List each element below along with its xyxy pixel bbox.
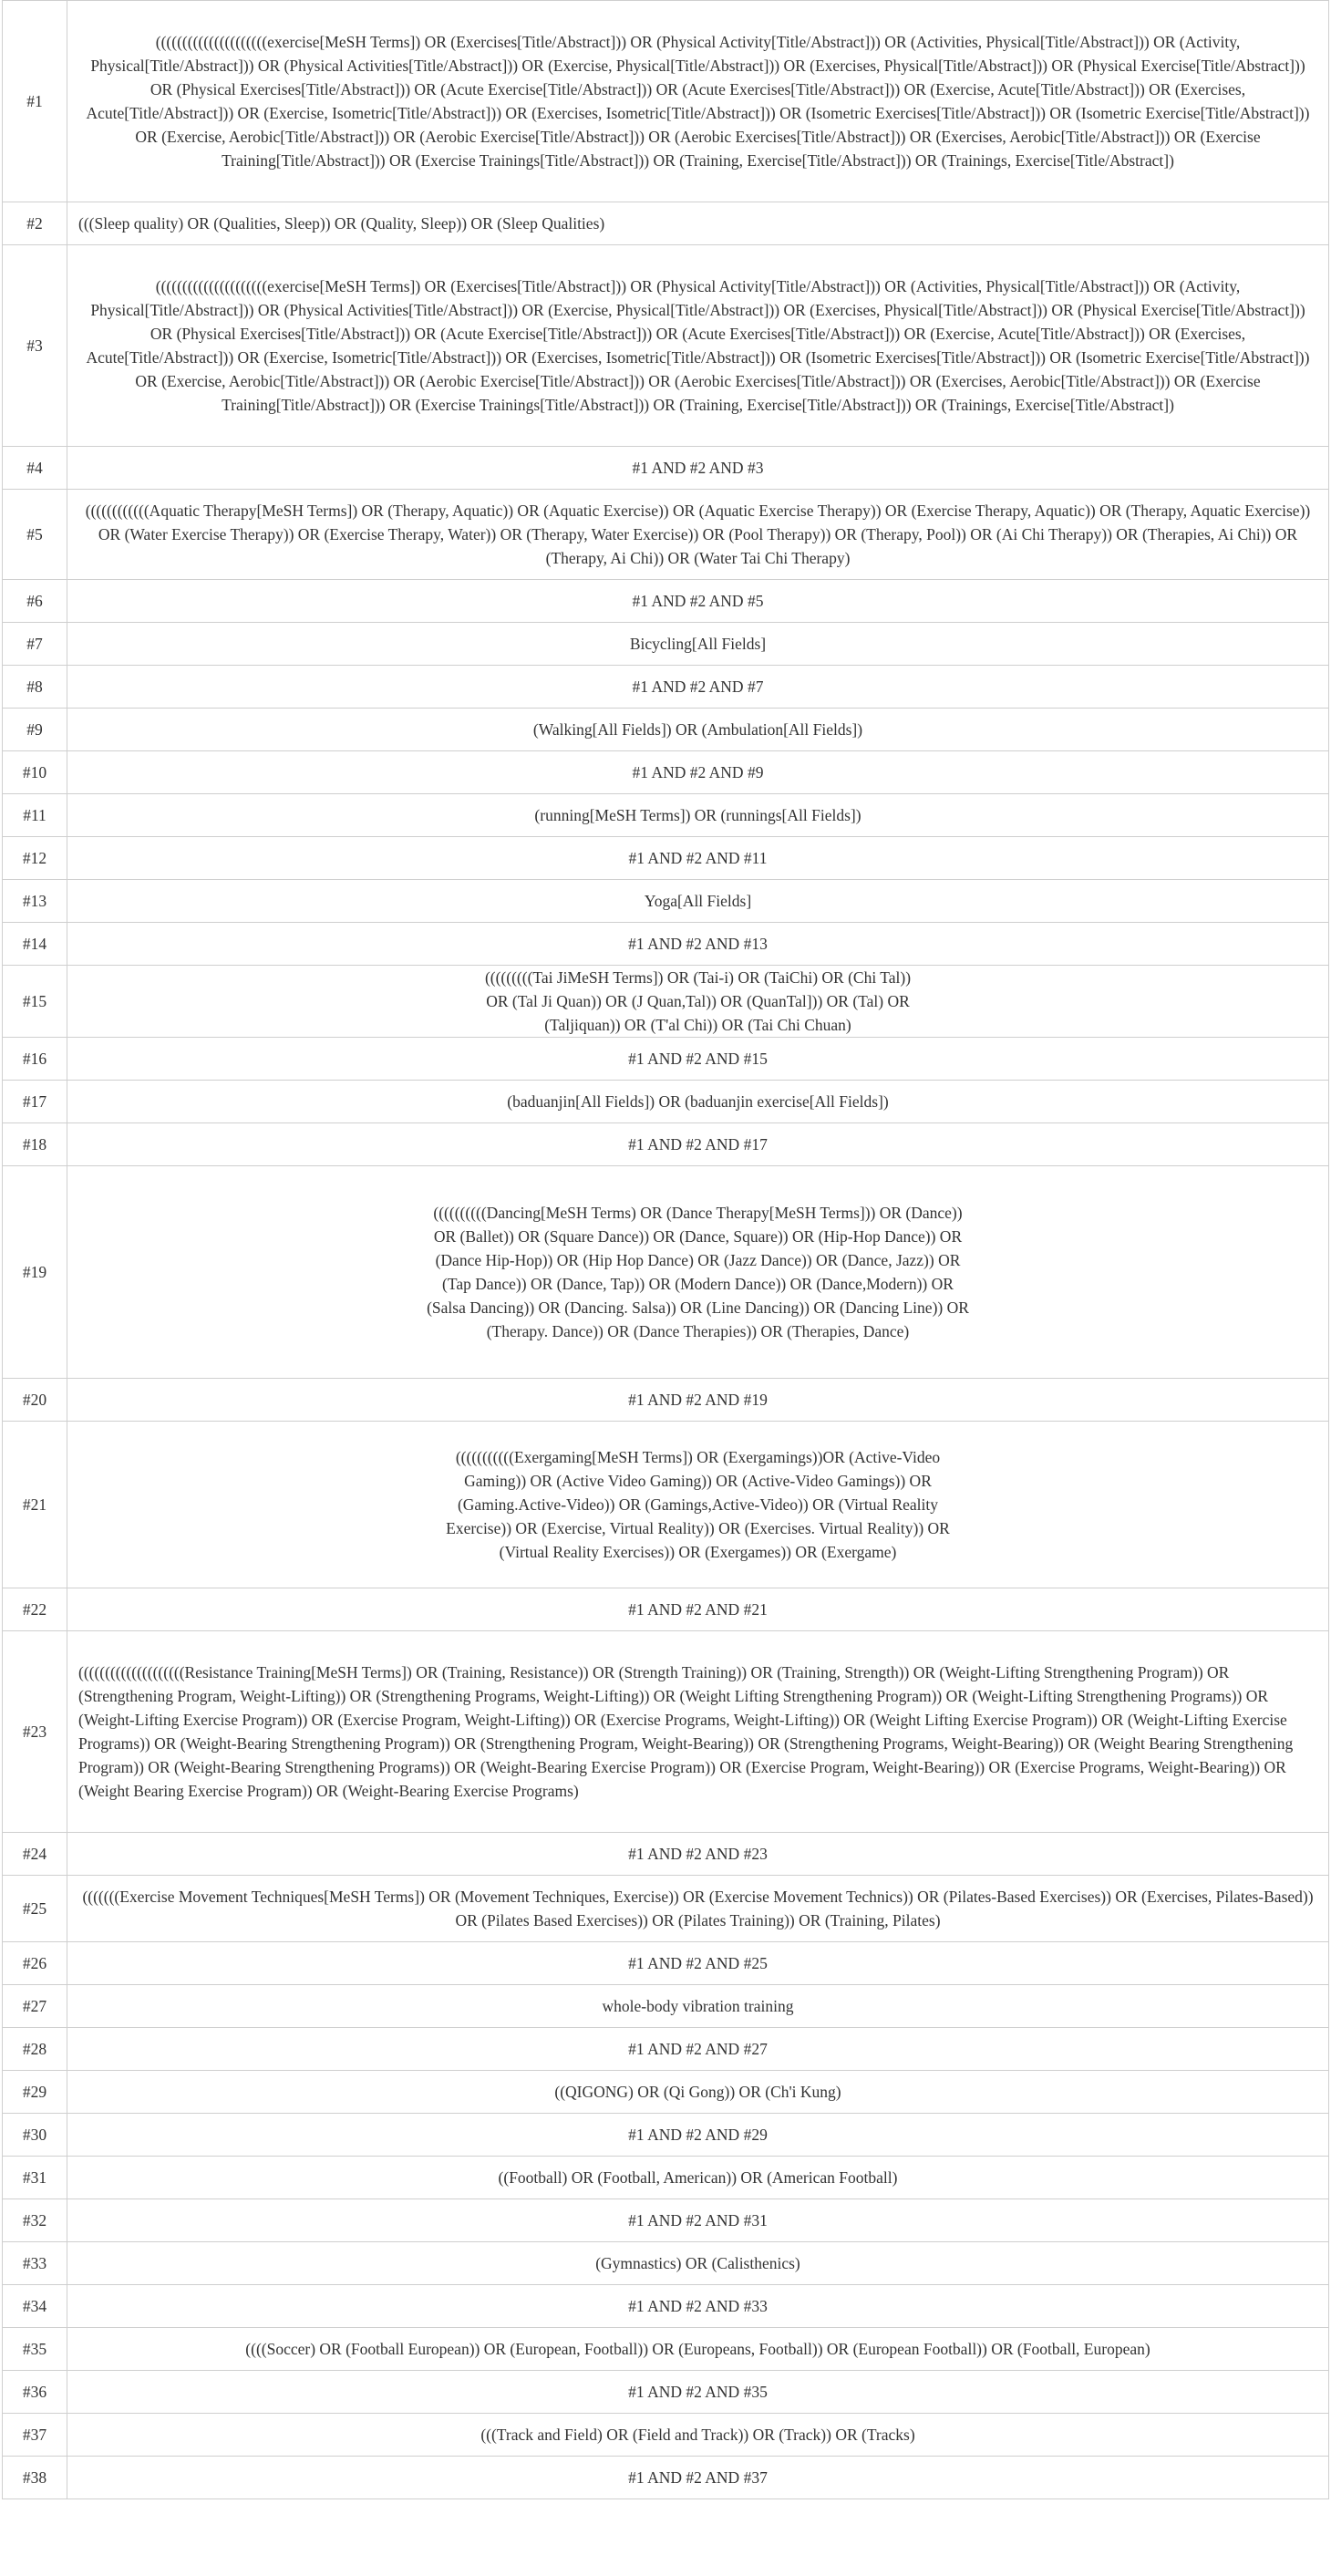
search-query: (((((((((((((((((((((exercise[MeSH Terms]) OR (Exercises[Title/Abstract])) OR (Physical Activity[Title/Abstract])) OR (Activities, Physical[Title/Abstract])) OR (Activity, Physical[Title/Abstract])) OR (Physical Activities[Title/Abstract])) OR (Exercise, Physical[Title/Abstract])) OR (Exercises, Physical[Title/Abstract])) OR (Physical Exercise[Title/Abstract])) OR (Physical Exercises[Title/Abstract])) OR (Acute Exercise[Title/Abstract])) OR (Acute Exercises[Title/Abstract])) OR (Exercise, Acute[Title/Abstract])) OR (Exercises, Acute[Title/Abstract])) OR (Exercise, Isometric[Title/Abstract])) OR (Exercises, Isometric[Title/Abstract])) OR (Isometric Exercises[Title/Abstract])) OR (Isometric Exercise[Title/Abstract])) OR (Exercise, Aerobic[Title/Abstract])) OR (Aerobic Exercise[Title/Abstract])) OR (Aerobic Exercises[Title/Abstract])) OR (Exercises, Aerobic[Title/Abstract])) OR (Exercise Training[Title/Abstract])) OR (Exercise Trainings[Title/Abstract])) OR (Training, Exercise[Title/Abstract])) OR (Trainings, Exercise[Title/Abstract]) [67,245,1329,447]
search-number: #21 [3,1422,67,1588]
search-query: (((Sleep quality) OR (Qualities, Sleep)) OR (Quality, Sleep)) OR (Sleep Qualities) [67,202,1329,245]
search-query: #1 AND #2 AND #29 [67,2114,1329,2157]
search-query: (((((((((((((((((((((exercise[MeSH Terms]) OR (Exercises[Title/Abstract])) OR (Physical Activity[Title/Abstract])) OR (Activities, Physical[Title/Abstract])) OR (Activity, Physical[Title/Abstract])) OR (Physical Activities[Title/Abstract])) OR (Exercise, Physical[Title/Abstract])) OR (Exercises, Physical[Title/Abstract])) OR (Physical Exercise[Title/Abstract])) OR (Physical Exercises[Title/Abstract])) OR (Acute Exercise[Title/Abstract])) OR (Acute Exercises[Title/Abstract])) OR (Exercise, Acute[Title/Abstract])) OR (Exercises, Acute[Title/Abstract])) OR (Exercise, Isometric[Title/Abstract])) OR (Exercises, Isometric[Title/Abstract])) OR (Isometric Exercises[Title/Abstract])) OR (Isometric Exercise[Title/Abstract])) OR (Exercise, Aerobic[Title/Abstract])) OR (Aerobic Exercise[Title/Abstract])) OR (Aerobic Exercises[Title/Abstract])) OR (Exercises, Aerobic[Title/Abstract])) OR (Exercise Training[Title/Abstract])) OR (Exercise Trainings[Title/Abstract])) OR (Training, Exercise[Title/Abstract])) OR (Trainings, Exercise[Title/Abstract]) [67,1,1329,202]
search-query: #1 AND #2 AND #37 [67,2457,1329,2499]
search-number: #22 [3,1588,67,1631]
search-query-cell [67,1166,1329,1379]
table-row [3,1422,1329,1588]
search-number: #13 [3,880,67,923]
search-number: #11 [3,794,67,837]
search-number: #25 [3,1876,67,1942]
table-row [3,1038,1329,1081]
table-row [3,1379,1329,1422]
search-query: #1 AND #2 AND #17 [67,1123,1329,1166]
search-query: ((((Soccer) OR (Football European)) OR (European, Football)) OR (Europeans, Football)) OR (European Football)) OR (Football, European) [67,2328,1329,2371]
table-row [3,2199,1329,2242]
search-query: #1 AND #2 AND #9 [67,751,1329,794]
search-query: ((((((((((((((((((((Resistance Training[MeSH Terms]) OR (Training, Resistance)) OR (Strength Training)) OR (Training, Strength)) OR (Weight-Lifting Strengthening Program)) OR (Strengthening Program, Weight-Lifting)) OR (Strengthening Programs, Weight-Lifting)) OR (Weight Lifting Strengthening Program)) OR (Weight-Lifting Strengthening Programs)) OR (Weight-Lifting Exercise Program)) OR (Exercise Program, Weight-Lifting)) OR (Exercise Programs, Weight-Lifting)) OR (Weight Lifting Exercise Program)) OR (Weight-Lifting Exercise Programs)) OR (Weight-Bearing Strengthening Program)) OR (Strengthening Program, Weight-Bearing)) OR (Strengthening Programs, Weight-Bearing)) OR (Weight Bearing Strengthening Program)) OR (Weight-Bearing Strengthening Programs)) OR (Weight-Bearing Exercise Program)) OR (Exercise Program, Weight-Bearing)) OR (Exercise Programs, Weight-Bearing)) OR (Weight Bearing Exercise Program)) OR (Weight-Bearing Exercise Programs) [67,1631,1329,1833]
search-number: #31 [3,2157,67,2199]
table-row [3,2157,1329,2199]
search-number: #4 [3,447,67,490]
table-row [3,1123,1329,1166]
search-query: #1 AND #2 AND #25 [67,1942,1329,1985]
search-query: #1 AND #2 AND #33 [67,2285,1329,2328]
table-row [3,1876,1329,1942]
search-number: #37 [3,2414,67,2457]
search-number: #18 [3,1123,67,1166]
search-query: (Gymnastics) OR (Calisthenics) [67,2242,1329,2285]
search-query: (((((((((Tai JiMeSH Terms]) OR (Tai-i) OR (TaiChi) OR (Chi Tal)) OR (Tal Ji Quan)) OR (J Quan,Tal)) OR (QuanTal])) OR (Tal) OR (Taljiquan)) OR (T'al Chi)) OR (Tai Chi Chuan) [484,968,912,1034]
search-number: #20 [3,1379,67,1422]
search-number: #12 [3,837,67,880]
table-row [3,1,1329,202]
table-row [3,2328,1329,2371]
search-number: #6 [3,580,67,623]
table-row [3,1985,1329,2028]
table-row [3,2371,1329,2414]
search-query: (baduanjin[All Fields]) OR (baduanjin exercise[All Fields]) [67,1081,1329,1123]
search-query: #1 AND #2 AND #5 [67,580,1329,623]
search-query: #1 AND #2 AND #11 [67,837,1329,880]
table-row [3,1166,1329,1379]
search-number: #30 [3,2114,67,2157]
search-query-cell [67,966,1329,1038]
search-number: #10 [3,751,67,794]
search-number: #16 [3,1038,67,1081]
search-number: #7 [3,623,67,666]
search-number: #19 [3,1166,67,1379]
search-query: #1 AND #2 AND #3 [67,447,1329,490]
table-row [3,202,1329,245]
search-number: #28 [3,2028,67,2071]
search-number: #23 [3,1631,67,1833]
table-row [3,447,1329,490]
table-row [3,837,1329,880]
search-number: #8 [3,666,67,709]
table-row [3,490,1329,580]
table-row [3,2028,1329,2071]
search-number: #32 [3,2199,67,2242]
table-row [3,1833,1329,1876]
table-row [3,2457,1329,2499]
search-query: #1 AND #2 AND #7 [67,666,1329,709]
search-number: #35 [3,2328,67,2371]
search-query: whole-body vibration training [67,1985,1329,2028]
table-row [3,623,1329,666]
search-query: #1 AND #2 AND #23 [67,1833,1329,1876]
table-row [3,966,1329,1038]
search-number: #26 [3,1942,67,1985]
search-number: #1 [3,1,67,202]
table-row [3,1942,1329,1985]
table-row [3,709,1329,751]
search-query: #1 AND #2 AND #19 [67,1379,1329,1422]
search-number: #24 [3,1833,67,1876]
search-strategy-table [2,0,1329,2499]
table-row [3,794,1329,837]
search-query: Yoga[All Fields] [67,880,1329,923]
table-row [3,666,1329,709]
search-number: #38 [3,2457,67,2499]
search-query: #1 AND #2 AND #21 [67,1588,1329,1631]
search-query: (((((((Exercise Movement Techniques[MeSH Terms]) OR (Movement Techniques, Exercise)) OR (Exercise Movement Technics)) OR (Pilates-Based Exercises)) OR (Exercises, Pilates-Based)) OR (Pilates Based Exercises)) OR (Pilates Training)) OR (Training, Pilates) [67,1876,1329,1942]
search-query: ((Football) OR (Football, American)) OR (American Football) [67,2157,1329,2199]
search-number: #5 [3,490,67,580]
search-query: Bicycling[All Fields] [67,623,1329,666]
search-query: (running[MeSH Terms]) OR (runnings[All Fields]) [67,794,1329,837]
search-number: #29 [3,2071,67,2114]
search-query: #1 AND #2 AND #15 [67,1038,1329,1081]
table-row [3,2285,1329,2328]
search-number: #27 [3,1985,67,2028]
table-row [3,1588,1329,1631]
search-query: #1 AND #2 AND #27 [67,2028,1329,2071]
table-row [3,751,1329,794]
search-query: #1 AND #2 AND #13 [67,923,1329,966]
table-row [3,245,1329,447]
search-query: (((Track and Field) OR (Field and Track)) OR (Track)) OR (Tracks) [67,2414,1329,2457]
search-query: (Walking[All Fields]) OR (Ambulation[All Fields]) [67,709,1329,751]
search-query: #1 AND #2 AND #31 [67,2199,1329,2242]
search-number: #17 [3,1081,67,1123]
table-row [3,2114,1329,2157]
search-query: ((((((((((((Aquatic Therapy[MeSH Terms]) OR (Therapy, Aquatic)) OR (Aquatic Exercise)) OR (Aquatic Exercise Therapy)) OR (Exercise Therapy, Aquatic)) OR (Therapy, Aquatic Exercise)) OR (Water Exercise Therapy)) OR (Exercise Therapy, Water)) OR (Therapy, Water Exercise)) OR (Pool Therapy)) OR (Therapy, Pool)) OR (Ai Chi Therapy)) OR (Therapies, Ai Chi)) OR (Therapy, Ai Chi)) OR (Water Tai Chi Therapy) [67,490,1329,580]
table-row [3,2071,1329,2114]
search-number: #15 [3,966,67,1038]
search-number: #3 [3,245,67,447]
search-query: ((((((((((Dancing[MeSH Terms) OR (Dance Therapy[MeSH Terms])) OR (Dance)) OR (Ballet)) OR (Square Dance)) OR (Dance, Square)) OR (Hip-Hop Dance)) OR (Dance Hip-Hop)) OR (Hip Hop Dance) OR (Jazz Dance)) OR (Dance, Jazz)) OR (Tap Dance)) OR (Dance, Tap)) OR (Modern Dance)) OR (Dance,Modern)) OR (Salsa Dancing)) OR (Dancing. Salsa)) OR (Line Dancing)) OR (Dancing Line)) OR (Therapy. Dance)) OR (Dance Therapies)) OR (Therapies, Dance) [427,1204,969,1340]
search-number: #33 [3,2242,67,2285]
table-row [3,1081,1329,1123]
search-number: #2 [3,202,67,245]
search-number: #9 [3,709,67,751]
table-row [3,580,1329,623]
table-row [3,2242,1329,2285]
table-row [3,923,1329,966]
search-query: #1 AND #2 AND #35 [67,2371,1329,2414]
search-query: (((((((((((Exergaming[MeSH Terms]) OR (Exergamings))OR (Active-Video Gaming)) OR (Active Video Gaming)) OR (Active-Video Gamings)) OR (Gaming.Active-Video)) OR (Gamings,Active-Video)) OR (Virtual Reality Exercise)) OR (Exercise, Virtual Reality)) OR (Exercises. Virtual Reality)) OR (Virtual Reality Exercises)) OR (Exergames)) OR (Exergame) [446,1448,950,1561]
table-row [3,1631,1329,1833]
search-query-cell [67,1422,1329,1588]
search-query: ((QIGONG) OR (Qi Gong)) OR (Ch'i Kung) [67,2071,1329,2114]
search-number: #36 [3,2371,67,2414]
table-row [3,2414,1329,2457]
table-row [3,880,1329,923]
search-number: #34 [3,2285,67,2328]
search-number: #14 [3,923,67,966]
